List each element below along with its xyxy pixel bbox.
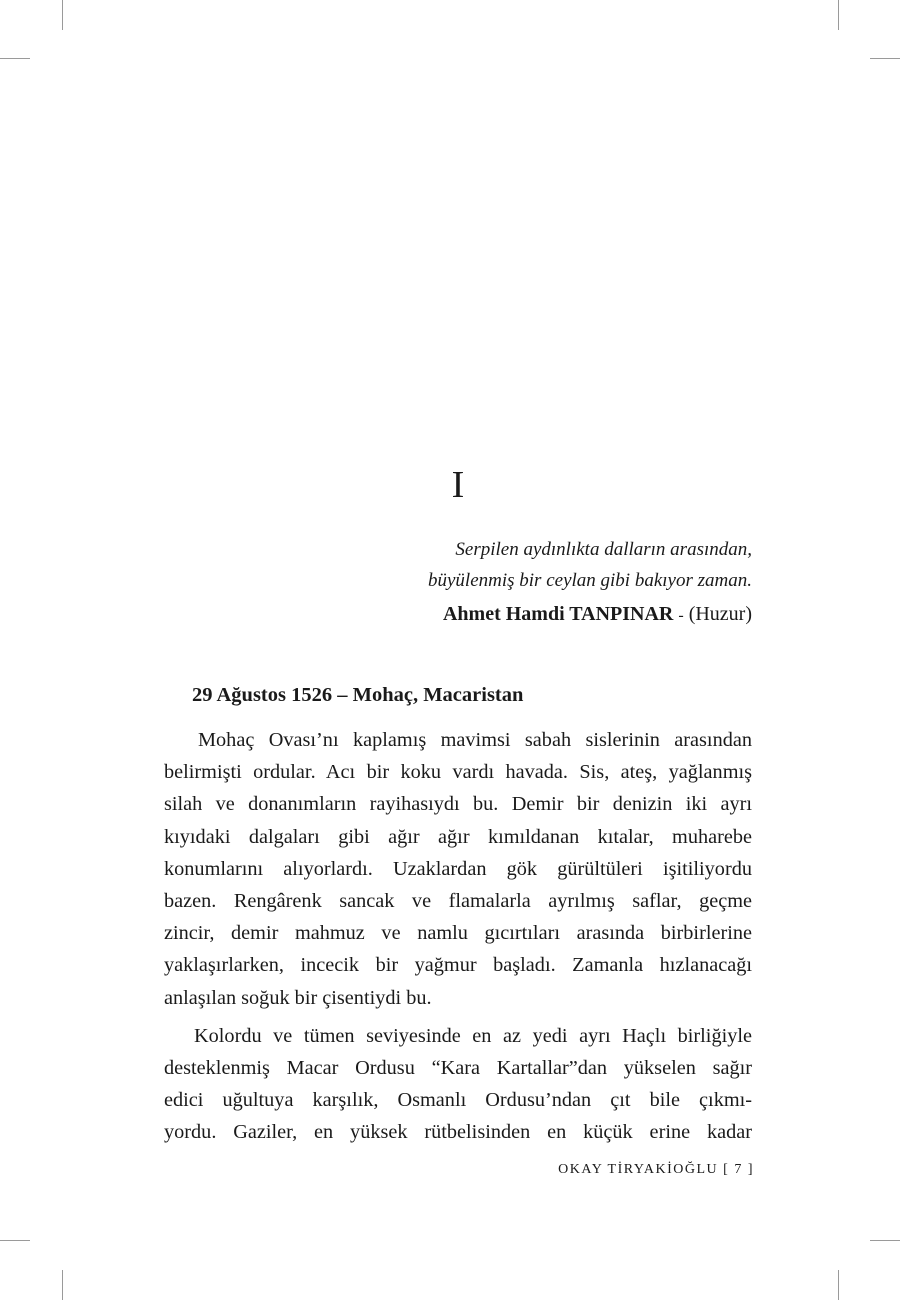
epigraph-citation <box>428 599 752 631</box>
text-line: anlaşılan soğuk bir çisentiydi bu. <box>164 986 432 1009</box>
crop-mark-bottom-left <box>62 1270 63 1300</box>
running-head: OKAY TİRYAKİOĞLU <box>558 1162 719 1177</box>
crop-mark-bottom-right <box>838 1270 839 1300</box>
crop-mark-top-right <box>838 0 839 30</box>
text-line: edici uğultuya karşılık, Osmanlı Ordusu’ndan çıt bile çıkmı- <box>164 1089 752 1112</box>
chapter-number: I <box>451 464 465 506</box>
epigraph-author: Ahmet Hamdi TANPINAR <box>442 603 674 625</box>
epigraph-line-2: büyülenmiş bir ceylan gibi bakıyor zaman. <box>427 570 752 591</box>
crop-mark-top-left <box>62 0 63 30</box>
text-line: zincir, demir mahmuz ve namlu gıcırtıları arasında birbirlerine <box>164 922 752 945</box>
text-line: silah ve donanımların rayihasıydı bu. Demir bir denizin iki ayrı <box>164 793 752 816</box>
page-footer <box>558 1160 754 1180</box>
crop-mark-right-upper <box>870 58 900 59</box>
body-text <box>164 724 752 1155</box>
paragraph-1 <box>164 724 752 1014</box>
text-line: Mohaç Ovası’nı kaplamış mavimsi sabah sislerinin arasından <box>198 729 752 751</box>
text-line: belirmişti ordular. Acı bir koku vardı havada. Sis, ateş, yağlanmış <box>164 761 752 784</box>
text-line: bazen. Rengârenk sancak ve flamalarla ayrılmış saflar, geçme <box>164 890 752 913</box>
epigraph-line-1: Serpilen aydınlıkta dalların arasından, <box>455 539 752 560</box>
text-line: Kolordu ve tümen seviyesinde en az yedi ayrı Haçlı birliğiyle <box>194 1024 752 1047</box>
section-dateline: 29 Ağustos 1526 – Mohaç, Macaristan <box>192 684 524 706</box>
text-line: konumlarını alıyorlardı. Uzaklardan gök gürültüleri işitiliyordu <box>164 857 752 880</box>
text-line: kıyıdaki dalgaları gibi ağır ağır kımıldanan kıtalar, muharebe <box>164 825 752 848</box>
crop-mark-left-upper <box>0 58 30 59</box>
paragraph-2 <box>164 1020 752 1149</box>
text-line: yordu. Gaziler, en yüksek rütbelisinden en küçük erine kadar <box>164 1121 752 1144</box>
crop-mark-right-lower <box>870 1240 900 1241</box>
epigraph <box>428 534 752 631</box>
text-line: desteklenmiş Macar Ordusu “Kara Kartallar”dan yükselen sağır <box>164 1057 752 1080</box>
crop-mark-left-lower <box>0 1240 30 1241</box>
text-line: yaklaşırlarken, incecik bir yağmur başladı. Zamanla hızlanacağı <box>164 954 752 977</box>
epigraph-separator: - <box>678 607 684 624</box>
page-number: [ 7 ] <box>723 1162 754 1177</box>
epigraph-source: (Huzur) <box>688 603 752 625</box>
